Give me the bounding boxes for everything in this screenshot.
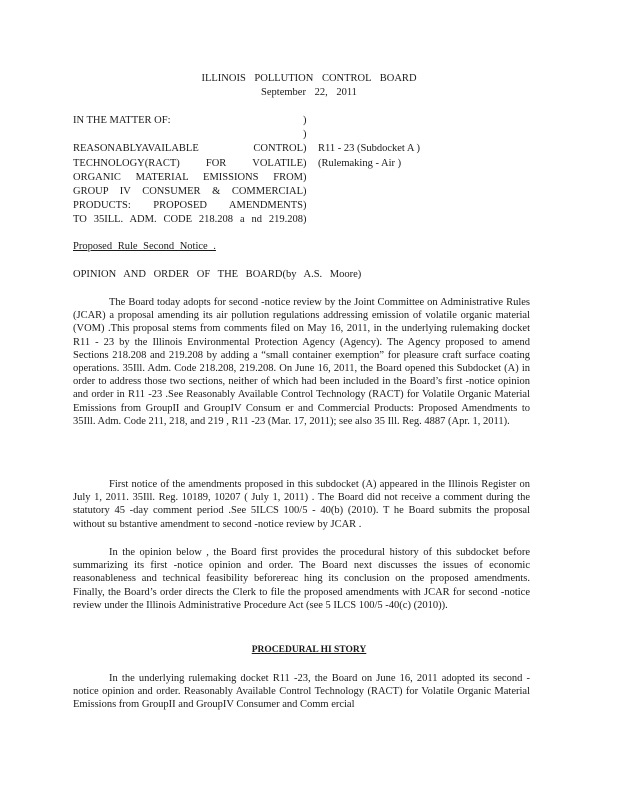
- caption-parentheses: [303, 114, 313, 228]
- caption-paren: ): [303, 157, 307, 169]
- caption-line: ORGANIC MATERIAL EMISSIONS FROM: [73, 171, 303, 183]
- caption-paren: ): [303, 171, 307, 183]
- opinion-date: September 22, 2011: [261, 87, 357, 98]
- caption-paren: ): [303, 185, 307, 197]
- caption-line: [73, 128, 303, 142]
- caption-line: PRODUCTS: PROPOSED AMENDMENTS: [73, 200, 303, 212]
- caption-paren: ): [303, 214, 307, 226]
- caption-paren: ): [303, 200, 307, 212]
- body-paragraph: [73, 672, 530, 712]
- paragraph-text: In the underlying rulemaking docket R11 -23, the Board on June 16, 2011 adopted its second -notice opinion and order. Reasonably Available Control Technology (RACT) for Volatile Organic Material Emissions from GroupII and GroupIV Consumer and Comm ercial: [73, 673, 530, 711]
- section-heading: [0, 645, 618, 657]
- caption-paren: ): [303, 115, 307, 126]
- caption-line: TECHNOLOGY(RACT) FOR VOLATILE: [73, 157, 303, 169]
- proposed-rule-notice: Proposed Rule Second Notice .: [73, 241, 216, 252]
- paragraph-text: First notice of the amendments proposed in this subdocket (A) appeared in the Illinois Register on July 1, 2011. 35Ill. Reg. 10189, 10207 ( July 1, 2011) . The Board did not receive a comment during the statutory 45 -day comment period .See 5ILCS 100/5 - 40(b) (2010). T he Board submits the proposal without su bstantive amendment to second -notice review by JCAR .: [73, 479, 530, 530]
- caption-paren: ): [303, 129, 307, 141]
- body-paragraph: [73, 546, 530, 612]
- docket-line: (Rulemaking - Air ): [318, 157, 402, 169]
- board-name: ILLINOIS POLLUTION CONTROL BOARD: [201, 73, 417, 84]
- caption-line: GROUP IV CONSUMER & COMMERCIAL: [73, 185, 303, 197]
- body-paragraph: [73, 296, 530, 428]
- caption-matter: [73, 114, 303, 228]
- paragraph-text: The Board today adopts for second -notice review by the Joint Committee on Administrative Rules (JCAR) a proposal amending its air pollution regulations addressing emission of volatile organic material (VOM) .This proposal stems from comments filed on May 16, 2011, in the underlying rulemaking docket R11 - 23 by the Illinois Environmental Protection Agency (Agency). The Agency proposed to amend Sections 218.208 and 219.208 by adding a “small container exemption” for pleasure craft surface coating operations. 35Ill. Adm. Code 218.208, 219.208. On June 16, 2011, the Board opened this Subdocket (A) in order to address those two sections, neither of which had been included in the Board’s first -notice opinion and order in R11 -23 .See Reasonably Available Control Technology (RACT) for Volatile Organic Material Emissions from GroupII and GroupIV Consum er and Commercial Products: Proposed Amendments to 35Ill. Adm. Code 211, 218, and 219 , R11 -23 (Mar. 17, 2011); see also 35 Ill. Reg. 4887 (Apr. 1, 2011).: [73, 297, 530, 427]
- document-header: [0, 72, 618, 100]
- docket-line: [318, 128, 448, 142]
- caption-line: IN THE MATTER OF:: [73, 115, 171, 126]
- caption-line: TO 35ILL. ADM. CODE 218.208 a nd 219.208: [73, 214, 303, 226]
- opinion-title: OPINION AND ORDER OF THE BOARD(by A.S. Moore): [73, 269, 362, 280]
- section-heading-text: PROCEDURAL HI STORY: [251, 645, 367, 655]
- docket-line: R11 - 23 (Subdocket A ): [318, 143, 420, 155]
- caption-docket: [318, 114, 448, 171]
- paragraph-text: In the opinion below , the Board first provides the procedural history of this subdocket before summarizing its first -notice opinion and order. The Board next discusses the issues of economic reasonableness and technical feasibility beforereac hing its conclusion on the proposed amendments. Finally, the Board’s order directs the Clerk to file the proposed amendments with JCAR for second -notice review under the Illinois Administrative Procedure Act (see 5 ILCS 100/5 -40(c) (2010)).: [73, 547, 530, 611]
- docket-line: [318, 114, 448, 128]
- caption-paren: ): [303, 143, 307, 155]
- caption-line: REASONABLYAVAILABLE CONTROL: [73, 143, 303, 155]
- body-paragraph: [73, 478, 530, 531]
